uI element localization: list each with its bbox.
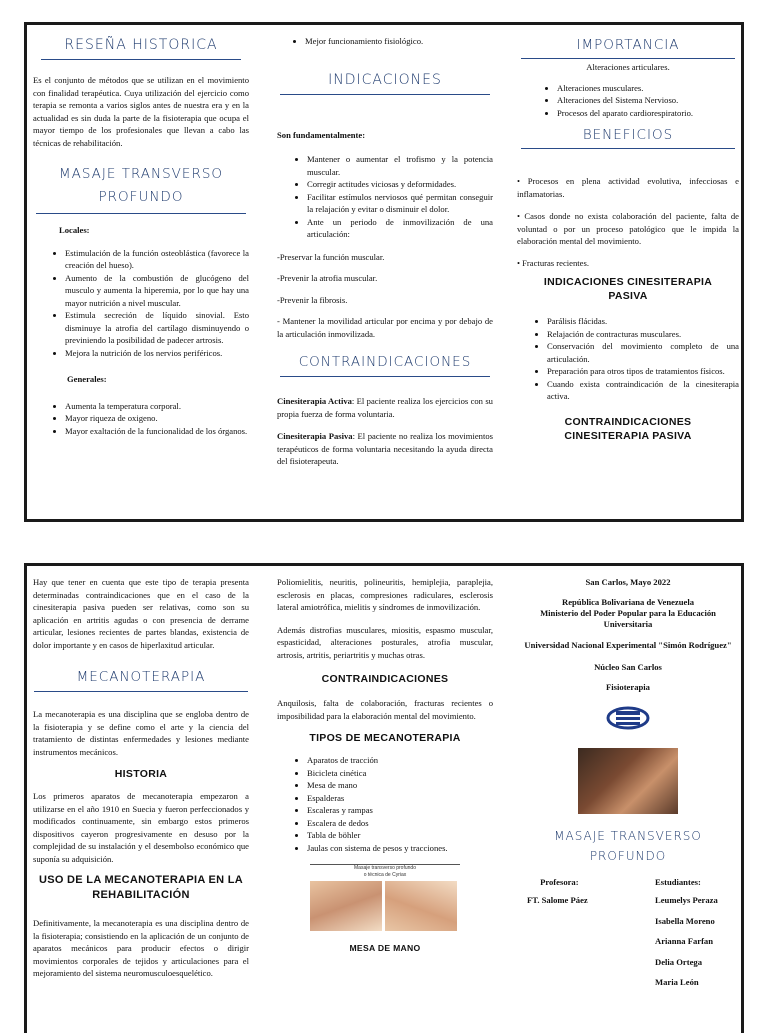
historia-title: HISTORIA xyxy=(114,768,168,780)
list-item: • Estimulación de la función osteoblástica (favorece la creación del hueso). xyxy=(65,247,249,272)
figure-caption-line-2: o técnica de Cyriax xyxy=(363,872,407,878)
cover-massage-photo xyxy=(578,748,678,814)
mesa-de-mano-label: MESA DE MANO xyxy=(349,943,421,953)
cover-title-line-1: MASAJE TRANSVERSO xyxy=(554,828,702,843)
uso-title-line-2: REHABILITACIÓN xyxy=(92,889,190,901)
prevent-4: - Mantener la movilidad articular por encima y por debajo de la articulación inmovilizada. xyxy=(277,316,493,339)
beneficio-3: • Fracturas recientes. xyxy=(517,257,589,268)
bottom-column-3-cover xyxy=(517,566,739,1033)
place-date: San Carlos, Mayo 2022 xyxy=(585,577,671,587)
list-item: • Aumenta la temperatura corporal. xyxy=(65,400,249,413)
list-item: • Conservación del movimiento completo de una articulación. xyxy=(547,340,739,365)
massage-figure xyxy=(310,864,460,931)
figure-caption xyxy=(310,865,460,879)
contra-pasiva-title xyxy=(517,415,739,443)
top-column-1 xyxy=(33,25,249,519)
generales-list xyxy=(33,400,249,438)
importancia-list xyxy=(517,82,739,120)
list-item: • Mejora la nutrición de los nervios periféricos. xyxy=(65,347,249,360)
list-item: • Mejor funcionamiento fisiológico. xyxy=(305,35,493,48)
student-name: Isabella Moreno xyxy=(655,915,715,926)
contra-pasiva-line-2: CINESITERAPIA PASIVA xyxy=(564,429,692,442)
profesora-block xyxy=(527,876,588,989)
masaje-title-line-1: MASAJE TRANSVERSO xyxy=(58,166,224,182)
polio-text: Poliomielitis, neuritis, polineuritis, hemiplejia, paraplejia, esclerosis en placas, compresiones radiculares, esclerosis lateral amiotrófica, mielitis y síndromes de inmovilización. xyxy=(277,577,493,612)
mecanoterapia-title: MECANOTERAPIA xyxy=(76,669,206,685)
pasiva-paragraph xyxy=(277,430,493,468)
resena-title: RESEÑA HISTORICA xyxy=(64,37,218,53)
contraindicaciones-text: Anquilosis, falta de colaboración, fracturas recientes o imposibilidad para la elaboración mental del movimiento. xyxy=(277,698,493,721)
historia-text: Los primeros aparatos de mecanoterapia empezaron a utilizarse en el año 1910 en Suecia y fueron perfeccionados y modificados continuamente, sin embargo estos primeros dispositivos cayeron progresivamente en desuso por la complejidad de su instalación y el desembolso económico que suponía su adquisición. xyxy=(33,791,249,864)
universidad: Universidad Nacional Experimental "Simón Rodríguez" xyxy=(524,639,732,650)
university-logo-icon xyxy=(606,706,650,730)
list-item: • Ante un periodo de inmovilización de una articulación: xyxy=(307,216,493,241)
indicaciones-pasiva-line-1: INDICACIONES CINESITERAPIA xyxy=(543,276,713,288)
pasiva-list xyxy=(517,315,739,403)
pasiva-text: : El paciente no realiza los movimientos terapéuticos de forma voluntaria necesitando la ayuda directa del fisioterapeuta. xyxy=(277,431,493,466)
title-rule xyxy=(521,58,735,59)
resena-text: Es el conjunto de métodos que se utilizan en el movimiento con finalidad terapéutica. Cuya utilización del ejercicio como terapia se remonta a varios siglos antes de nuestra era y en la actualidad es sin duda la parte de la fisioterapia que ocupa el mayor tiempo de los profesionales que llevan a cabo las técnicas de rehabilitación. xyxy=(33,75,249,148)
alteraciones-articulares: Alteraciones articulares. xyxy=(586,62,670,72)
list-item: • Jaulas con sistema de pesos y tracciones. xyxy=(307,842,493,855)
list-item: • Mayor riqueza de oxigeno. xyxy=(65,412,249,425)
estudiantes-label: Estudiantes: xyxy=(655,876,701,887)
title-rule xyxy=(521,148,735,149)
prevent-3: -Prevenir la fibrosis. xyxy=(277,294,348,305)
nucleo: Núcleo San Carlos xyxy=(594,661,662,672)
profesora-name: FT. Salome Páez xyxy=(527,895,588,905)
carrera: Fisioterapia xyxy=(606,682,650,692)
list-item: • Procesos del aparato cardiorespiratorio. xyxy=(557,107,739,120)
prevent-1: -Preservar la función muscular. xyxy=(277,251,385,262)
tipos-list xyxy=(277,754,493,854)
importancia-title: IMPORTANCIA xyxy=(576,37,680,53)
cover-title xyxy=(517,826,739,866)
pasiva-label: Cinesiterapia Pasiva xyxy=(277,431,353,441)
brochure-page-inside xyxy=(24,22,744,522)
activa-label: Cinesiterapia Activa xyxy=(277,396,352,406)
indicaciones-pasiva-line-2: PASIVA xyxy=(608,290,648,302)
uso-text: Definitivamente, la mecanoterapia es una disciplina dentro de la fisioterapia; consistiendo en la aplicación de un conjunto de aparatos mecánicos para producir efectos o dirigir movimientos corporales de tejidos y articulaciones para el mejoramiento del sistema neuromusculoesquelético. xyxy=(33,918,249,978)
beneficios-title: BENEFICIOS xyxy=(582,127,674,143)
title-rule xyxy=(280,94,490,95)
republica: República Bolivariana de Venezuela xyxy=(561,596,695,607)
intro-text: Hay que tener en cuenta que este tipo de terapia presenta determinadas contraindicaciones que en el caso de la cinesiterapia pasiva pueden ser relativas, como son su aplicación en artritis agudas o con presencia de derrame articular, lesiones recientes de partes blandas, existencia de dolor importante y en casos de hiperlaxitud articular. xyxy=(33,577,249,650)
uso-title-line-1: USO DE LA MECANOTERAPIA EN LA xyxy=(38,874,244,886)
profesora-label: Profesora: xyxy=(540,876,579,887)
figure-caption-line-1: Masaje transverso profundo xyxy=(354,865,416,871)
bottom-column-1 xyxy=(33,566,249,1033)
list-item: • Tabla de böhler xyxy=(307,829,493,842)
title-rule xyxy=(41,59,241,60)
list-item: • Espalderas xyxy=(307,792,493,805)
prevent-2: -Prevenir la atrofia muscular. xyxy=(277,273,378,283)
ministerio: Ministerio del Poder Popular para la Educación Universitaria xyxy=(540,607,716,629)
contraindicaciones-title: CONTRAINDICACIONES xyxy=(321,673,449,685)
masaje-title-line-2: PROFUNDO xyxy=(98,189,184,205)
tipos-title: TIPOS DE MECANOTERAPIA xyxy=(309,732,461,744)
generales-label: Generales: xyxy=(67,374,107,384)
locales-label: Locales: xyxy=(59,225,90,235)
student-name: Maria León xyxy=(655,977,699,987)
list-item: • Cuando exista contraindicación de la cinesiterapia activa. xyxy=(547,378,739,403)
massage-photo-left xyxy=(310,881,382,931)
title-rule xyxy=(34,691,248,692)
figure-images xyxy=(310,881,460,931)
student-name: Leumelys Peraza xyxy=(655,895,718,905)
massage-photo-right xyxy=(385,881,457,931)
contra-pasiva-line-1: CONTRAINDICACIONES xyxy=(564,415,692,428)
list-item: • Estimula secreción de líquido sinovial. Esto disminuye la atrofia del cartílago disminuyendo o previniendo la posibilidad de padecer artrosis. xyxy=(65,309,249,347)
list-item: • Mesa de mano xyxy=(307,779,493,792)
list-item: • Facilitar estímulos nerviosos qué permitan conseguir la relajación y evitar o disminuir el dolor. xyxy=(307,191,493,216)
distrofias-text: Además distrofias musculares, miositis, espasmo muscular, espasticidad, alteraciones posturales, atrofia muscular, artrosis, artritis, periartritis y muchas otras. xyxy=(277,624,493,660)
student-name: Arianna Farfan xyxy=(655,936,714,946)
cover-title-line-2: PROFUNDO xyxy=(589,848,667,863)
list-item: • Alteraciones del Sistema Nervioso. xyxy=(557,94,739,107)
masaje-title xyxy=(33,163,249,209)
list-item: • Alteraciones musculares. xyxy=(557,82,739,95)
title-rule xyxy=(36,213,246,214)
student-name: Delia Ortega xyxy=(655,956,703,967)
top-column-3 xyxy=(517,25,739,519)
title-rule xyxy=(280,376,490,377)
top-column-2 xyxy=(277,25,493,519)
list-item: • Escaleras y rampas xyxy=(307,804,493,817)
estudiantes-block xyxy=(655,876,735,989)
list-item: • Relajación de contracturas musculares. xyxy=(547,328,739,341)
fundamental-label: Son fundamentalmente: xyxy=(277,129,366,140)
top-list xyxy=(277,35,493,48)
bottom-column-2 xyxy=(277,566,493,1033)
indicaciones-title: INDICACIONES xyxy=(328,71,442,88)
list-item: • Preparación para otros tipos de tratamientos físicos. xyxy=(547,365,739,378)
list-item: • Mayor exaltación de la funcionalidad de los órganos. xyxy=(65,425,249,438)
list-item: • Corregir actitudes viciosas y deformidades. xyxy=(307,178,493,191)
list-item: • Escalera de dedos xyxy=(307,817,493,830)
credits xyxy=(517,876,739,989)
list-item: • Aparatos de tracción xyxy=(307,754,493,767)
brochure-page-outside xyxy=(24,563,744,1033)
beneficio-1: • Procesos en plena actividad evolutiva, infecciosas e inflamatorias. xyxy=(517,176,739,199)
uso-title xyxy=(33,873,249,903)
list-item: • Mantener o aumentar el trofismo y la potencia muscular. xyxy=(307,153,493,178)
indicaciones-pasiva-title xyxy=(517,275,739,303)
list-item: • Parálisis flácidas. xyxy=(547,315,739,328)
activa-text: : El paciente realiza los ejercicios con su propia fuerza de forma voluntaria. xyxy=(277,396,493,419)
list-item: • Aumento de la combustión de glucógeno del musculo y aumenta la hiperemia, por lo que hay una mayor nutrición a nivel muscular. xyxy=(65,272,249,310)
contraindicaciones-title: CONTRAINDICACIONES xyxy=(298,354,472,370)
list-item: • Bicicleta cinética xyxy=(307,767,493,780)
beneficio-2: • Casos donde no exista colaboración del paciente, falta de voluntad o por un proceso patológico que le impida la elaboración mental del movimiento. xyxy=(517,211,739,246)
locales-list xyxy=(33,247,249,360)
activa-paragraph xyxy=(277,395,493,420)
indicaciones-list xyxy=(277,153,493,241)
mecanoterapia-text: La mecanoterapia es una disciplina que se engloba dentro de la fisioterapia y se define como el arte y la ciencia del tratamiento de distintas enfermedades y lesiones mediante instrumentos mecánicos. xyxy=(33,709,249,757)
